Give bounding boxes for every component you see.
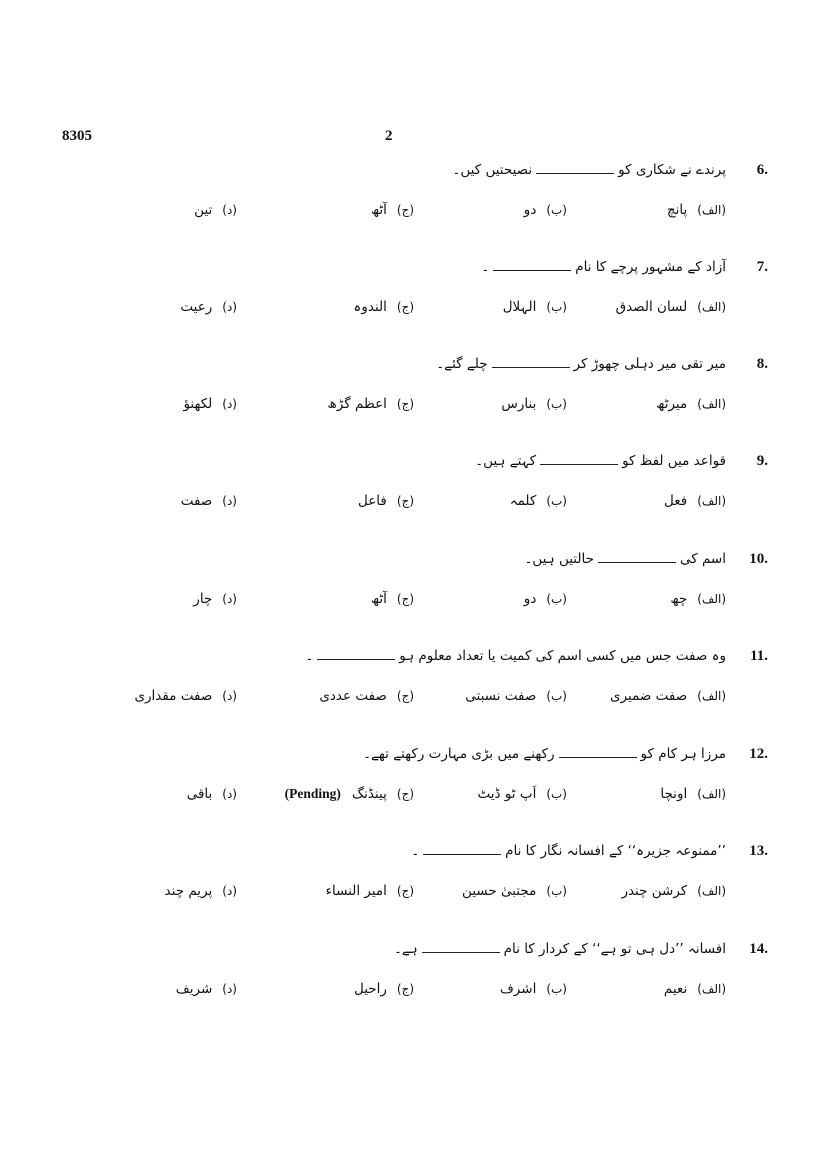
question-number: 8. [756,356,768,372]
option-marker: (د) [222,884,237,898]
option-text: آٹھ [370,202,387,218]
option-be [462,883,567,899]
option-marker: (ب) [546,397,567,411]
option-latin-text: (Pending) [284,786,341,801]
option-text: اَپ ٹو ڈیٹ [477,786,537,802]
option-text: صفت مقداری [134,688,213,704]
question-text [66,162,726,178]
option-marker: (د) [222,982,237,996]
option-dal [172,299,237,315]
option-text: دو [523,591,537,607]
option-marker: (ج) [396,203,414,217]
fill-in-blank [422,942,500,953]
option-text: فعل [664,493,688,509]
option-text: پینڈنگ [352,786,387,802]
option-jeem [285,786,414,802]
question-text [66,941,726,957]
option-marker: (ج) [396,592,414,606]
question-text-before-blank: آزاد کے مشہور پرچے کا نام [575,259,726,275]
fill-in-blank [540,454,618,465]
option-dal [172,202,237,218]
option-marker: (ج) [396,494,414,508]
option-marker: (ج) [396,884,414,898]
option-marker: (الف) [697,689,726,703]
option-jeem [347,493,414,509]
option-alif [647,396,726,412]
option-marker: (ج) [396,397,414,411]
option-text: فاعل [358,493,387,509]
option-marker: (ج) [396,787,414,801]
option-alif [647,493,726,509]
question-12 [0,746,826,826]
option-text: تین [194,202,213,218]
question-number: 12. [749,746,768,762]
option-marker: (الف) [697,300,726,314]
option-marker: (الف) [697,397,726,411]
option-alif [647,591,726,607]
option-marker: (ب) [546,689,567,703]
option-text: شریف [175,981,213,997]
question-text-after-blank: حالتیں ہیں۔ [524,551,594,567]
option-text: امیر النساء [325,883,387,899]
question-text-after-blank: چلے گئے۔ [436,356,488,372]
option-jeem [327,396,414,412]
option-dal [172,591,237,607]
option-text: بنارس [501,396,537,412]
option-be [465,688,567,704]
option-jeem [319,688,414,704]
option-jeem [347,981,414,997]
option-jeem [326,883,414,899]
option-alif [616,299,726,315]
option-text: دو [523,202,537,218]
question-13 [0,843,826,923]
question-number: 6. [756,162,768,178]
option-dal [172,493,237,509]
option-text: پریم چند [164,883,213,899]
option-marker: (د) [222,787,237,801]
option-jeem [347,202,414,218]
option-marker: (ب) [546,203,567,217]
question-text-after-blank: ہے۔ [393,941,418,957]
question-number: 10. [749,551,768,567]
question-text [66,453,726,469]
question-number: 11. [750,648,768,664]
option-be [496,981,567,997]
option-text: صفت عددی [319,688,387,704]
option-marker: (الف) [697,884,726,898]
option-text: اشرف [499,981,537,997]
option-alif [621,883,726,899]
question-text-before-blank: پرندے نے شکاری کو [618,162,726,178]
option-alif [647,786,726,802]
question-number: 9. [756,453,768,469]
question-14 [0,941,826,1021]
option-text: اونچا [660,786,688,802]
option-text: کرشن چندر [621,883,688,899]
option-dal [172,981,237,997]
option-text: لکھنؤ [183,396,213,412]
question-text-before-blank: وہ صفت جس میں کسی اسم کی کمیت یا تعداد معلوم ہو [399,648,726,664]
question-text [66,843,726,859]
fill-in-blank [493,260,571,271]
question-text [66,356,726,372]
fill-in-blank [559,747,637,758]
option-text: مجتبیٰ حسین [461,883,537,899]
option-marker: (الف) [697,494,726,508]
question-text-after-blank: کہتے ہیں۔ [475,453,537,469]
option-alif [647,202,726,218]
option-text: صفت نسبتی [465,688,537,704]
fill-in-blank [492,357,570,368]
option-text: رعیت [180,299,213,315]
option-alif [647,981,726,997]
option-text: چھ [670,591,688,607]
option-text: اعظم گڑھ [327,396,387,412]
option-text: کلمہ [509,493,537,509]
option-text: میرٹھ [656,396,688,412]
option-marker: (الف) [697,203,726,217]
question-text-before-blank: ’’ممنوعہ جزیرہ‘‘ کے افسانہ نگار کا نام [505,843,726,859]
question-text-after-blank: ۔ [411,843,420,859]
option-be [496,493,567,509]
option-marker: (الف) [697,982,726,996]
page-number: 2 [385,128,393,144]
option-text: الہلال [502,299,537,315]
option-marker: (د) [222,300,237,314]
option-be [496,299,567,315]
fill-in-blank [598,552,676,563]
option-marker: (ب) [546,982,567,996]
fill-in-blank [423,844,501,855]
option-marker: (الف) [697,787,726,801]
question-text-after-blank: رکھنے میں بڑی مہارت رکھتے تھے۔ [363,746,555,762]
option-marker: (ج) [396,689,414,703]
question-text-after-blank: نصیحتیں کیں۔ [452,162,533,178]
question-9 [0,453,826,533]
option-jeem [347,299,414,315]
option-text: لسان الصدق [615,299,688,315]
option-be [496,591,567,607]
question-text-before-blank: اسم کی [679,551,726,567]
option-dal [134,688,237,704]
question-8 [0,356,826,436]
option-jeem [347,591,414,607]
option-marker: (د) [222,592,237,606]
option-marker: (د) [222,494,237,508]
question-number: 14. [749,941,768,957]
question-number: 13. [749,843,768,859]
option-text: باقی [186,786,213,802]
question-11 [0,648,826,728]
option-marker: (ب) [546,884,567,898]
question-text-before-blank: مرزا ہر کام کو [640,746,726,762]
question-text-before-blank: افسانہ ’’دل ہی تو ہے‘‘ کے کردار کا نام [503,941,726,957]
question-text-before-blank: قواعد میں لفظ کو [622,453,726,469]
option-marker: (ج) [396,982,414,996]
paper-code: 8305 [62,128,92,144]
option-text: صفت ضمیری [610,688,688,704]
option-marker: (د) [222,689,237,703]
option-text: نعیم [663,981,688,997]
option-be [496,396,567,412]
fill-in-blank [317,649,395,660]
option-be [478,786,567,802]
question-text [66,746,726,762]
option-dal [172,786,237,802]
option-text: پانچ [666,202,688,218]
option-dal [172,396,237,412]
option-marker: (ب) [546,592,567,606]
fill-in-blank [536,163,614,174]
question-text [66,648,726,664]
option-dal [165,883,237,899]
option-marker: (ب) [546,300,567,314]
option-text: چار [193,591,213,607]
option-marker: (الف) [697,592,726,606]
question-text-before-blank: میر تقی میر دہلی چھوڑ کر [573,356,726,372]
option-marker: (د) [222,397,237,411]
question-text [66,551,726,567]
option-text: صفت [180,493,213,509]
question-number: 7. [756,259,768,275]
question-6 [0,162,826,242]
option-text: راحیل [353,981,387,997]
option-text: الندوہ [353,299,387,315]
question-10 [0,551,826,631]
option-text: آٹھ [370,591,387,607]
option-marker: (ج) [396,300,414,314]
option-alif [610,688,726,704]
question-text-after-blank: ۔ [305,648,314,664]
question-7 [0,259,826,339]
option-marker: (ب) [546,494,567,508]
option-marker: (ب) [546,787,567,801]
option-be [496,202,567,218]
question-text [66,259,726,275]
option-marker: (د) [222,203,237,217]
question-text-after-blank: ۔ [481,259,490,275]
